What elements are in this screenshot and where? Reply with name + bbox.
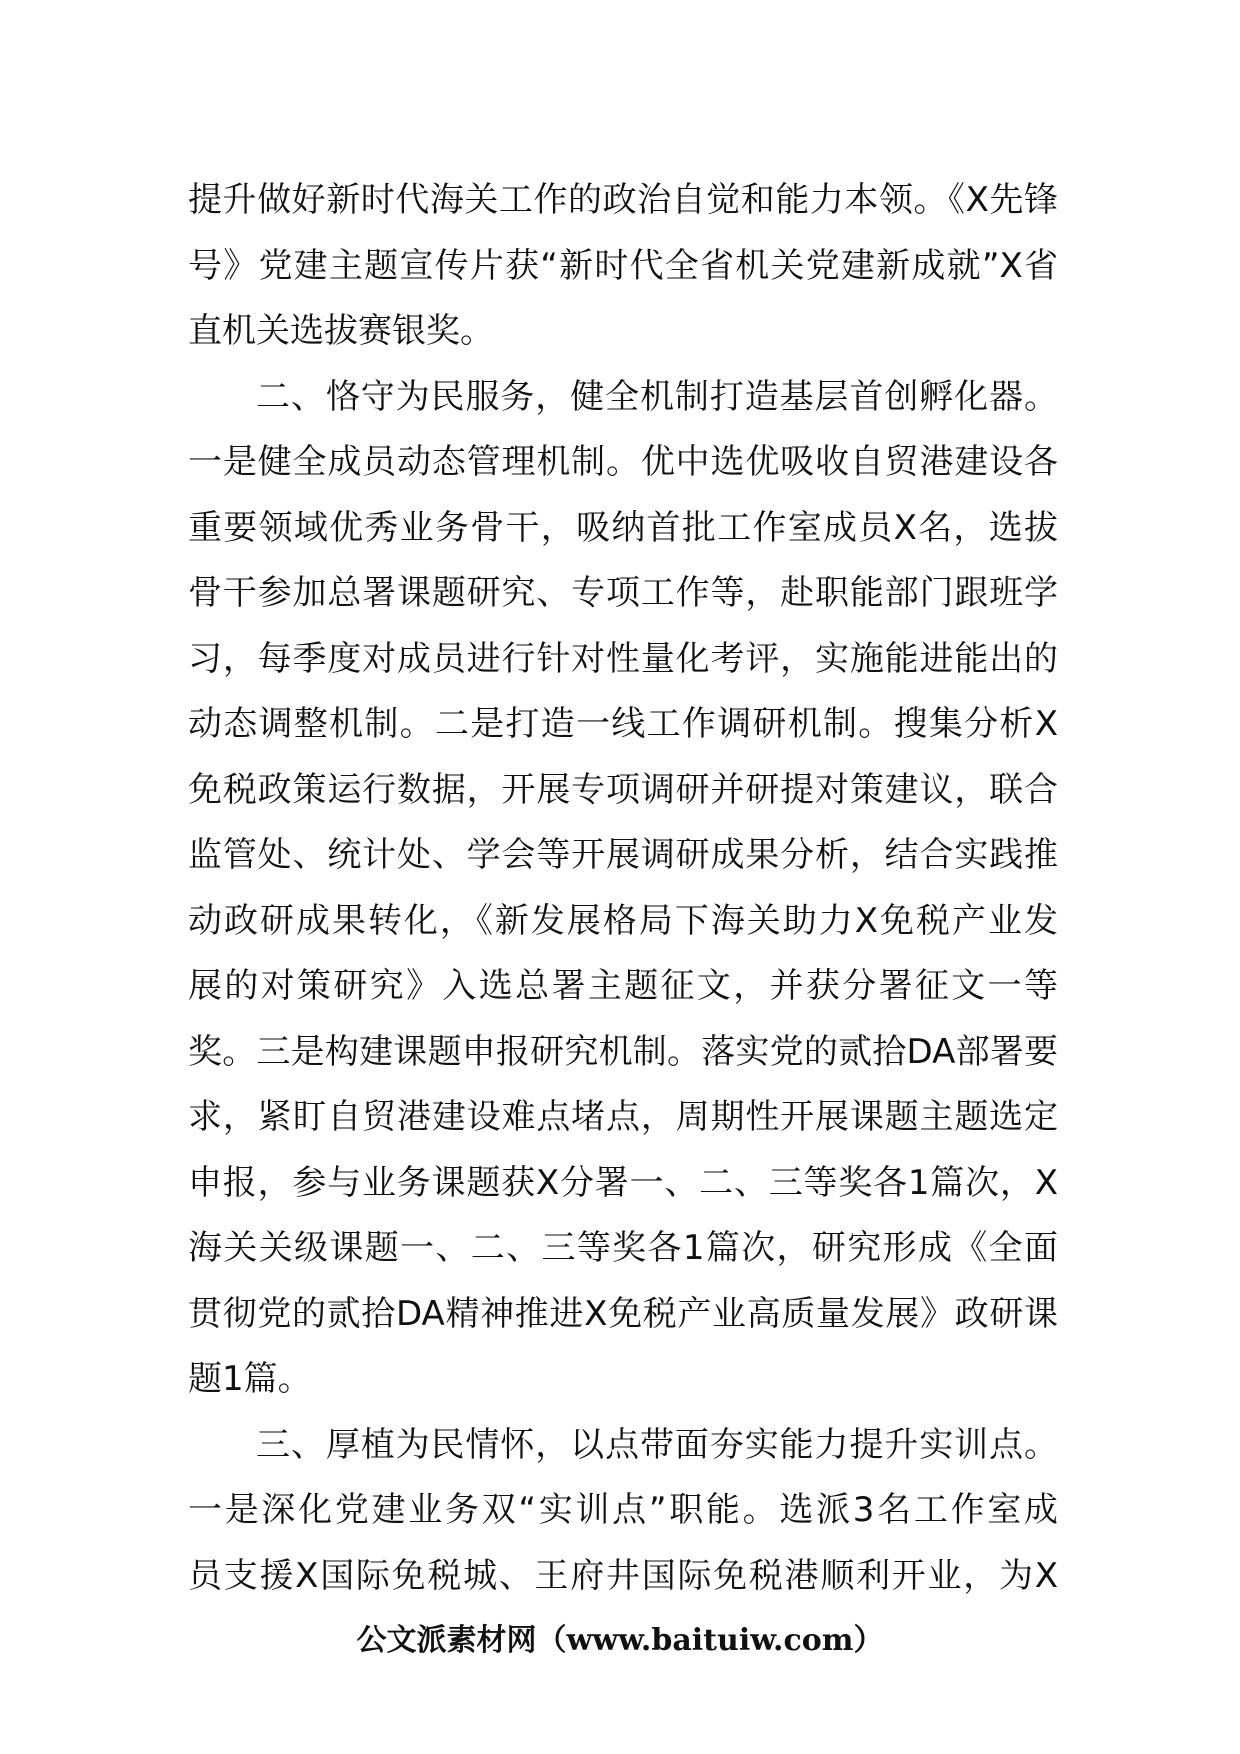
text-line: 一是深化党建业务双“实训点”职能。选派3名工作室成 [188,1490,1058,1530]
text-line: 一是健全成员动态管理机制。优中选优吸收自贸港建设各 [188,442,1058,482]
text-line: 奖。三是构建课题申报研究机制。落实党的贰拾DA部署要 [188,1031,1058,1072]
text-line: 二、恪守为民服务，健全机制打造基层首创孵化器。 [256,376,1058,417]
text-line: 提升做好新时代海关工作的政治自觉和能力本领。《X先锋 [188,180,1058,220]
text-line: 员支援X国际免税城、王府井国际免税港顺利开业，为X [188,1555,1058,1596]
text-line: 题1篇。 [188,1359,312,1399]
text-line: 直机关选拔赛银奖。 [188,311,494,351]
text-line: 三、厚植为民情怀，以点带面夯实能力提升实训点。 [256,1424,1058,1465]
text-line: 求，紧盯自贸港建设难点堵点，周期性开展课题主题选定 [188,1097,1058,1137]
text-line: 贯彻党的贰拾DA精神推进X免税产业高质量发展》政研课 [188,1293,1058,1334]
text-line: 监管处、统计处、学会等开展调研成果分析，结合实践推 [188,835,1058,875]
text-line: 展的对策研究》入选总署主题征文，并获分署征文一等 [188,966,1058,1006]
text-line: 骨干参加总署课题研究、专项工作等，赴职能部门跟班学 [188,573,1058,613]
text-line: 习，每季度对成员进行针对性量化考评，实施能进能出的 [188,638,1058,679]
text-line: 动态调整机制。二是打造一线工作调研机制。搜集分析X [188,704,1058,744]
text-line: 动政研成果转化，《新发展格局下海关助力X免税产业发 [188,900,1058,941]
footer-watermark: 公文派素材网（www.baituiw.com） [356,1623,884,1658]
text-line: 申报，参与业务课题获X分署一、二、三等奖各1篇次，X [188,1162,1058,1203]
text-line: 号》党建主题宣传片获“新时代全省机关党建新成就”X省 [188,245,1058,286]
text-line: 免税政策运行数据，开展专项调研并研提对策建议，联合 [188,769,1058,810]
body-text [188,168,1058,1609]
text-line: 重要领域优秀业务骨干，吸纳首批工作室成员X名，选拔 [188,507,1058,548]
text-line: 海关关级课题一、二、三等奖各1篇次，研究形成《全面 [188,1228,1058,1268]
